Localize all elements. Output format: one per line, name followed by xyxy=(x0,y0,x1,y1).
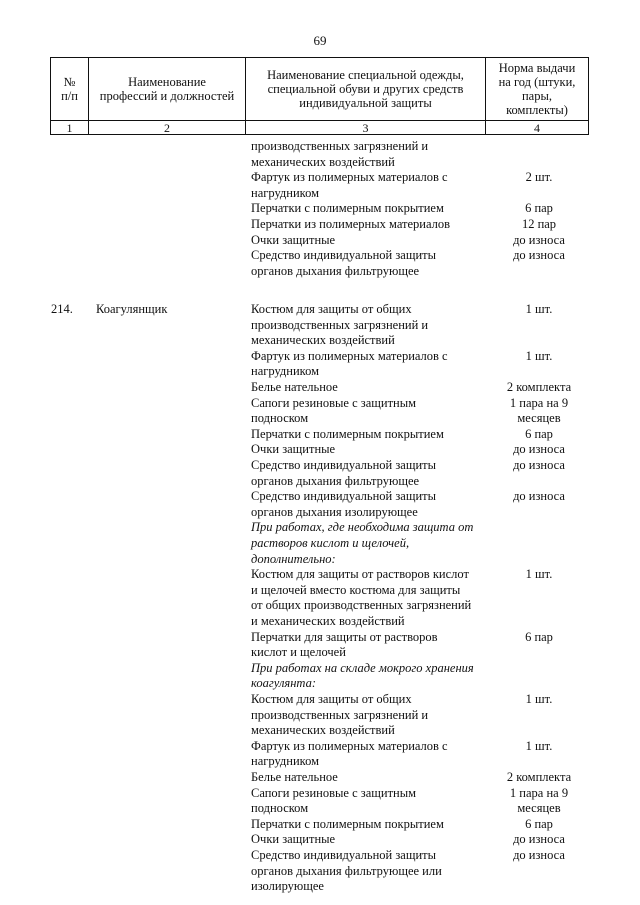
issue-norm: 6 пар xyxy=(525,201,553,216)
equipment-name: производственных загрязнений и xyxy=(251,707,429,722)
equipment-name: нагрудником xyxy=(251,364,320,379)
profession-name: Коагулянщик xyxy=(96,301,168,316)
equipment-name: изолирующее xyxy=(251,879,324,894)
table-row xyxy=(0,878,640,894)
table-row xyxy=(0,691,640,707)
table-row xyxy=(0,519,640,535)
equipment-name: Перчатки с полимерным покрытием xyxy=(251,201,444,216)
table-row xyxy=(0,644,640,660)
equipment-name: механических воздействий xyxy=(251,333,395,348)
row-number: 214. xyxy=(51,301,73,316)
equipment-name: Костюм для защиты от растворов кислот xyxy=(251,567,469,582)
equipment-name: Белье нательное xyxy=(251,769,338,784)
equipment-name: дополнительно: xyxy=(251,551,336,566)
equipment-name: Средство индивидуальной защиты xyxy=(251,248,437,263)
table-row xyxy=(0,317,640,333)
table-row xyxy=(0,660,640,676)
issue-norm: 1 шт. xyxy=(525,691,553,706)
equipment-name: растворов кислот и щелочей, xyxy=(251,535,410,550)
table-row xyxy=(0,185,640,201)
issue-norm: до износа xyxy=(513,832,565,847)
table-row xyxy=(0,154,640,170)
table-row xyxy=(0,200,640,216)
issue-norm: 1 шт. xyxy=(525,738,553,753)
column-number: 2 xyxy=(89,121,246,135)
table-row xyxy=(0,863,640,879)
equipment-name: Очки защитные xyxy=(251,442,336,457)
header-line: № xyxy=(63,75,76,89)
equipment-name: механических воздействий xyxy=(251,723,395,738)
equipment-name: кислот и щелочей xyxy=(251,645,346,660)
issue-norm: 1 шт. xyxy=(525,567,553,582)
issue-norm: 6 пар xyxy=(525,426,553,441)
equipment-name: Костюм для защиты от общих xyxy=(251,301,412,316)
equipment-name: подноском xyxy=(251,801,309,816)
table-row xyxy=(0,232,640,248)
issue-norm: 1 шт. xyxy=(525,301,553,316)
equipment-name: механических воздействий xyxy=(251,154,395,169)
table-row xyxy=(0,247,640,263)
table-row xyxy=(0,441,640,457)
table-row xyxy=(0,769,640,785)
table-row xyxy=(0,847,640,863)
page-number: 69 xyxy=(313,33,327,48)
table-row xyxy=(0,263,640,279)
table-row xyxy=(0,473,640,489)
equipment-name: Средство индивидуальной защиты xyxy=(251,457,437,472)
table-row xyxy=(0,582,640,598)
issue-norm: до износа xyxy=(513,442,565,457)
table-row xyxy=(0,301,640,317)
table-row xyxy=(0,216,640,232)
equipment-name: производственных загрязнений и xyxy=(251,139,429,153)
equipment-name: При работах, где необходима защита от xyxy=(251,520,474,535)
column-number: 1 xyxy=(51,121,89,135)
equipment-name: Костюм для защиты от общих xyxy=(251,691,412,706)
issue-norm: до износа xyxy=(513,489,565,504)
equipment-name: Средство индивидуальной защиты xyxy=(251,847,437,862)
issue-norm: 6 пар xyxy=(525,629,553,644)
equipment-name: Сапоги резиновые с защитным xyxy=(251,395,417,410)
header-line: Наименование специальной одежды, xyxy=(267,68,464,82)
issue-norm: месяцев xyxy=(517,411,561,426)
table-row xyxy=(0,722,640,738)
equipment-name: При работах на складе мокрого хранения xyxy=(251,660,474,675)
column-number: 4 xyxy=(486,121,589,135)
column-number: 3 xyxy=(246,121,486,135)
table-row xyxy=(0,379,640,395)
equipment-name: органов дыхания фильтрующее xyxy=(251,473,420,488)
issue-norm: 1 шт. xyxy=(525,348,553,363)
issue-norm: 1 пара на 9 xyxy=(509,395,569,410)
equipment-name: Фартук из полимерных материалов с xyxy=(251,170,448,185)
table-row xyxy=(0,363,640,379)
equipment-name: Перчатки с полимерным покрытием xyxy=(251,816,444,831)
header-line: специальной обуви и других средств xyxy=(267,82,464,96)
issue-norm: 2 комплекта xyxy=(506,769,572,784)
issue-norm: до износа xyxy=(513,847,565,862)
equipment-name: органов дыхания фильтрующее или xyxy=(251,863,442,878)
table-row xyxy=(0,169,640,185)
table-row xyxy=(0,675,640,691)
equipment-name: и щелочей вместо костюма для защиты xyxy=(251,582,461,597)
issue-norm: 6 пар xyxy=(525,816,553,831)
table-row xyxy=(0,410,640,426)
issue-norm: 12 пар xyxy=(521,217,557,231)
equipment-name: подноском xyxy=(251,411,309,426)
issue-norm: до износа xyxy=(513,248,565,263)
table-row xyxy=(0,738,640,754)
table-row xyxy=(0,629,640,645)
issue-norm: 1 пара на 9 xyxy=(509,785,569,800)
issue-norm: 2 шт. xyxy=(525,170,553,185)
table-row xyxy=(0,551,640,567)
equipment-name: Сапоги резиновые с защитным xyxy=(251,785,417,800)
header-line: пары, xyxy=(521,89,552,103)
header-line: Наименование xyxy=(128,75,206,89)
equipment-name: органов дыхания фильтрующее xyxy=(251,263,420,278)
issue-norm: до износа xyxy=(513,232,565,247)
table-row xyxy=(0,753,640,769)
equipment-name: Очки защитные xyxy=(251,232,336,247)
issue-norm: 2 комплекта xyxy=(506,379,572,394)
equipment-name: производственных загрязнений и xyxy=(251,317,429,332)
header-line: Норма выдачи xyxy=(498,61,576,75)
equipment-name: от общих производственных загрязнений xyxy=(251,598,472,613)
issue-norm: до износа xyxy=(513,457,565,472)
table-row xyxy=(0,535,640,551)
equipment-name: Перчатки с полимерным покрытием xyxy=(251,426,444,441)
table-row xyxy=(0,816,640,832)
table-row xyxy=(0,707,640,723)
header-line: профессий и должностей xyxy=(99,89,235,103)
table-row xyxy=(0,138,640,154)
table-row xyxy=(0,566,640,582)
issue-norm: месяцев xyxy=(517,801,561,816)
equipment-name: Фартук из полимерных материалов с xyxy=(251,738,448,753)
table-row xyxy=(0,800,640,816)
table-row xyxy=(0,332,640,348)
equipment-name: Перчатки для защиты от растворов xyxy=(251,629,438,644)
table-row xyxy=(0,426,640,442)
table-row xyxy=(0,395,640,411)
header-line: комплекты) xyxy=(506,103,568,117)
equipment-name: Фартук из полимерных материалов с xyxy=(251,348,448,363)
equipment-name: коагулянта: xyxy=(251,676,317,691)
header-line: индивидуальной защиты xyxy=(299,96,432,110)
equipment-name: нагрудником xyxy=(251,754,320,769)
table-row xyxy=(0,504,640,520)
equipment-name: Белье нательное xyxy=(251,379,338,394)
table-row xyxy=(0,348,640,364)
header-line: п/п xyxy=(61,89,78,103)
table-row xyxy=(0,457,640,473)
equipment-name: и механических воздействий xyxy=(251,613,405,628)
table-row xyxy=(0,831,640,847)
table-row xyxy=(0,785,640,801)
equipment-name: органов дыхания изолирующее xyxy=(251,504,418,519)
equipment-name: Перчатки из полимерных материалов xyxy=(251,217,451,231)
equipment-name: Средство индивидуальной защиты xyxy=(251,489,437,504)
equipment-name: Очки защитные xyxy=(251,832,336,847)
table-row xyxy=(0,613,640,629)
equipment-name: нагрудником xyxy=(251,185,320,200)
table-row xyxy=(0,488,640,504)
header-line: на год (штуки, xyxy=(498,75,576,89)
table-row xyxy=(0,597,640,613)
